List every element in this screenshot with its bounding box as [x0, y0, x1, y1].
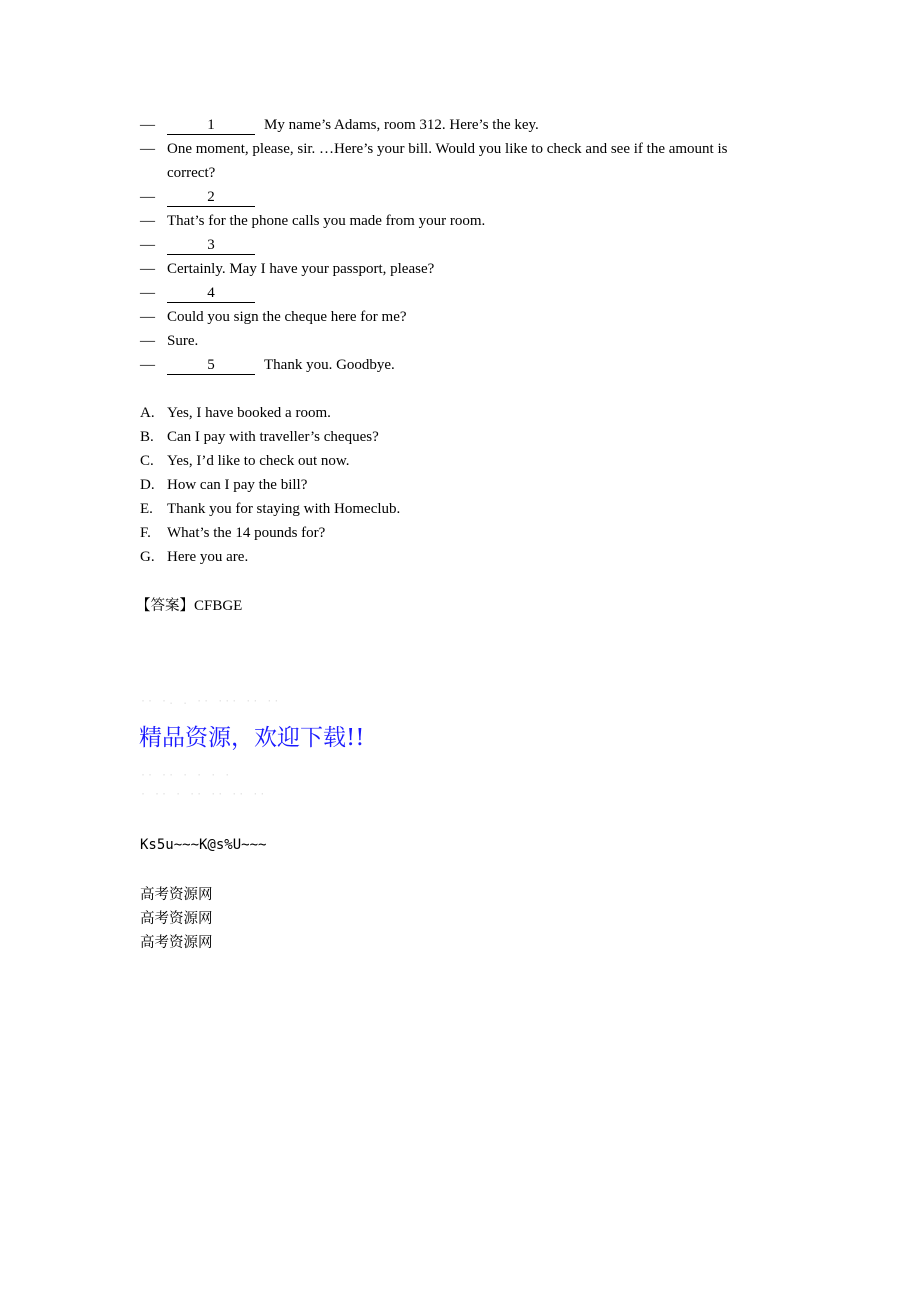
answer-blank: 4 — [167, 285, 255, 303]
option-text: How can I pay the bill? — [167, 477, 308, 493]
option-text: Here you are. — [167, 549, 249, 565]
dash: — — [140, 333, 155, 349]
dialogue-text: Sure. — [167, 333, 199, 349]
dialogue-text: Certainly. May I have your passport, please? — [167, 261, 435, 277]
dialogue-text: That’s for the phone calls you made from your room. — [167, 213, 486, 229]
dash: — — [140, 357, 155, 373]
option-letter: G. — [140, 549, 155, 565]
option-letter: C. — [140, 453, 154, 469]
dash: — — [140, 141, 155, 157]
option-text: What’s the 14 pounds for? — [167, 525, 326, 541]
watermark-code: Ks5u~~~K@s%U~~~ — [140, 837, 267, 853]
dash: — — [140, 285, 155, 301]
dialogue-text: Thank you. Goodbye. — [264, 357, 395, 373]
option-letter: B. — [140, 429, 154, 445]
answer-blank: 3 — [167, 237, 255, 255]
dialogue-text: My name’s Adams, room 312. Here’s the key. — [264, 117, 539, 133]
footer-site-name: 高考资源网 — [140, 911, 213, 927]
dash: — — [140, 117, 155, 133]
faint-watermark-text: ·· ·. . ·· ··· ·· ·· — [140, 696, 281, 707]
answer-blank: 2 — [167, 189, 255, 207]
option-text: Yes, I’d like to check out now. — [167, 453, 350, 469]
option-letter: D. — [140, 477, 155, 493]
option-letter: A. — [140, 405, 155, 421]
option-letter: E. — [140, 501, 153, 517]
footer-site-name: 高考资源网 — [140, 935, 213, 951]
dialogue-text: Could you sign the cheque here for me? — [167, 309, 407, 325]
option-text: Can I pay with traveller’s cheques? — [167, 429, 379, 445]
answer-label: 【答案】 — [136, 598, 194, 614]
dash: — — [140, 309, 155, 325]
dash: — — [140, 189, 155, 205]
dialogue-text: One moment, please, sir. …Here’s your bill. Would you like to check and see if the amount is — [167, 141, 728, 157]
dash: — — [140, 237, 155, 253]
dash: — — [140, 261, 155, 277]
faint-watermark-text: · ·· · ·· ·· ·· ·· — [140, 789, 267, 800]
footer-site-name: 高考资源网 — [140, 887, 213, 903]
answer-value: CFBGE — [194, 598, 243, 614]
dialogue-text: correct? — [167, 165, 216, 181]
dash: — — [140, 213, 155, 229]
answer-line — [136, 594, 242, 618]
promo-banner-text: 精品资源，欢迎下载!! — [139, 725, 365, 751]
faint-watermark-text: ·· ·· · · · · — [140, 770, 232, 781]
answer-blank: 1 — [167, 117, 255, 135]
option-text: Thank you for staying with Homeclub. — [167, 501, 401, 517]
option-text: Yes, I have booked a room. — [167, 405, 331, 421]
option-letter: F. — [140, 525, 151, 541]
answer-blank: 5 — [167, 357, 255, 375]
